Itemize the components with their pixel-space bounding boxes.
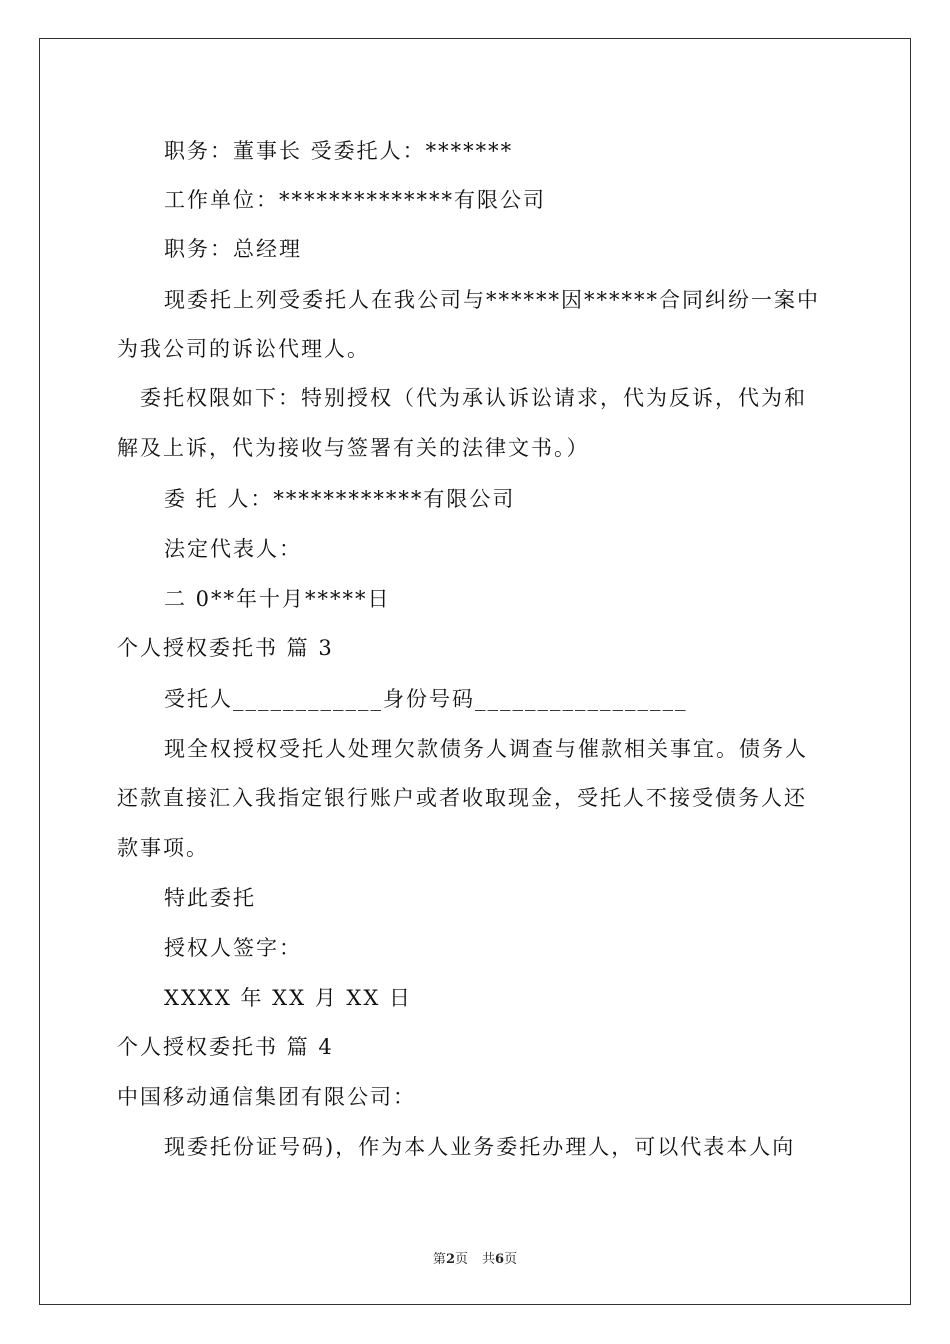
paragraph-line: 现委托上列受委托人在我公司与******因******合同纠纷一案中 xyxy=(164,288,820,312)
page-total: 6 xyxy=(495,1252,505,1267)
total-prefix: 共 xyxy=(482,1252,496,1267)
paragraph-line: 还款直接汇入我指定银行账户或者收取现金，受托人不接受债务人还 xyxy=(117,786,807,810)
paragraph-line: XXXX 年 XX 月 XX 日 xyxy=(164,986,412,1010)
total-suffix: 页 xyxy=(504,1252,518,1267)
section-heading: 个人授权委托书 篇 3 xyxy=(117,636,334,660)
paragraph-line: 现委托份证号码)，作为本人业务委托办理人，可以代表本人向 xyxy=(164,1135,796,1159)
section-heading: 个人授权委托书 篇 4 xyxy=(117,1035,334,1059)
paragraph-line: 特此委托 xyxy=(164,886,256,910)
paragraph-line: 二 0**年十月*****日 xyxy=(164,587,391,611)
paragraph-line: 为我公司的诉讼代理人。 xyxy=(117,337,370,361)
paragraph-line: 职务：总经理 xyxy=(164,237,302,261)
paragraph-line: 委 托 人：************有限公司 xyxy=(164,487,516,511)
paragraph-line: 款事项。 xyxy=(117,836,209,860)
page-mid: 页 xyxy=(454,1252,468,1267)
paragraph-line: 受托人____________身份号码_________________ xyxy=(164,687,688,711)
paragraph-line: 职务：董事长 受委托人：******* xyxy=(164,139,514,163)
paragraph-line: 解及上诉，代为接收与签署有关的法律文书。） xyxy=(117,436,590,460)
page-current: 2 xyxy=(445,1252,455,1267)
paragraph-line: 中国移动通信集团有限公司： xyxy=(117,1085,416,1109)
page-footer xyxy=(0,1248,950,1267)
paragraph-line: 现全权授权受托人处理欠款债务人调查与催款相关事宜。债务人 xyxy=(164,737,808,761)
page-border xyxy=(39,38,911,1305)
paragraph-line: 工作单位：**************有限公司 xyxy=(164,188,546,212)
paragraph-line: 法定代表人： xyxy=(164,537,302,561)
paragraph-line: 授权人签字： xyxy=(164,936,302,960)
page-prefix: 第 xyxy=(432,1252,446,1267)
paragraph-line: 委托权限如下：特别授权（代为承认诉讼请求，代为反诉，代为和 xyxy=(140,386,807,410)
